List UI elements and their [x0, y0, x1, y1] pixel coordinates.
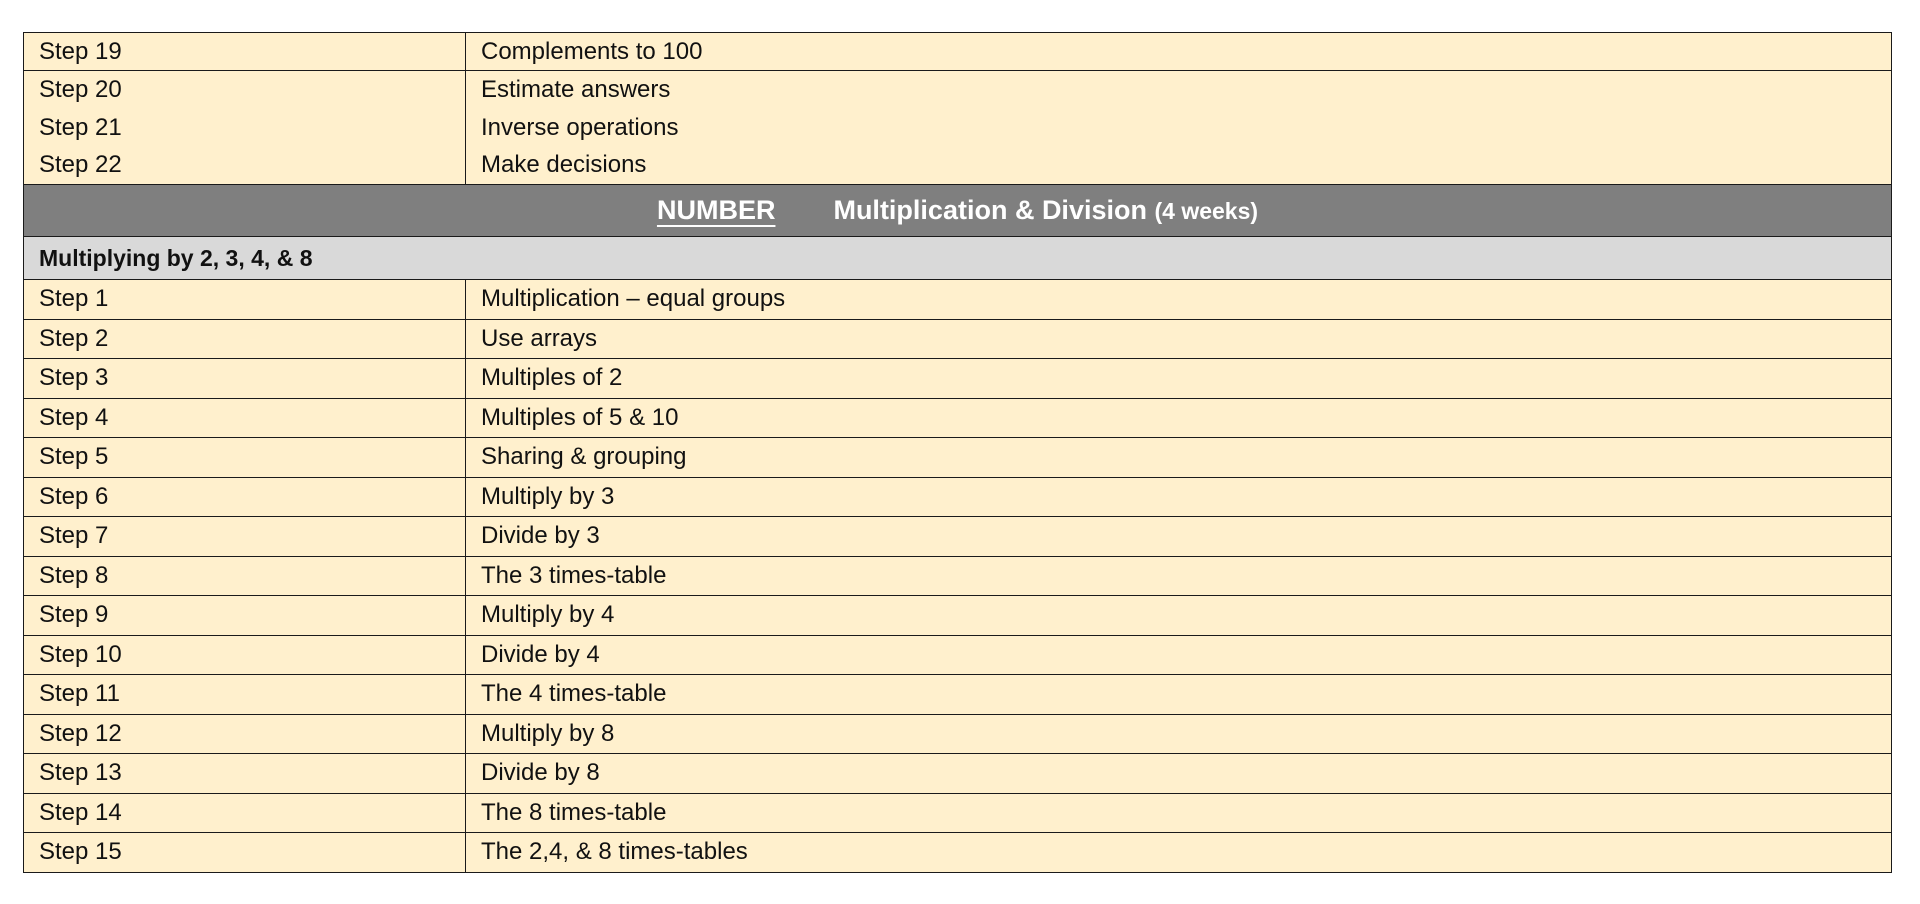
step-number: Step 19 — [24, 33, 466, 71]
step-number: Step 14 — [24, 793, 466, 833]
step-title: Multiples of 5 & 10 — [466, 398, 1892, 438]
table-row — [24, 793, 1892, 833]
step-number: Step 21 — [24, 109, 466, 147]
table-row — [24, 556, 1892, 596]
table-row — [24, 147, 1892, 185]
section-topic: Multiplication & Division — [833, 195, 1147, 225]
step-number: Step 4 — [24, 398, 466, 438]
table-row — [24, 319, 1892, 359]
step-number: Step 7 — [24, 517, 466, 557]
step-number: Step 15 — [24, 833, 466, 873]
step-number: Step 2 — [24, 319, 466, 359]
step-title: Multiply by 4 — [466, 596, 1892, 636]
step-title: Multiples of 2 — [466, 359, 1892, 399]
table-row — [24, 359, 1892, 399]
step-number: Step 10 — [24, 635, 466, 675]
table-row — [24, 714, 1892, 754]
scheme-of-learning-table — [23, 32, 1891, 873]
table-row — [24, 675, 1892, 715]
step-title: The 4 times-table — [466, 675, 1892, 715]
step-number: Step 12 — [24, 714, 466, 754]
step-number: Step 3 — [24, 359, 466, 399]
step-number: Step 8 — [24, 556, 466, 596]
subsection-header — [24, 237, 1892, 280]
step-number: Step 13 — [24, 754, 466, 794]
table-row — [24, 33, 1892, 71]
table-row — [24, 635, 1892, 675]
table-row — [24, 398, 1892, 438]
step-title: Divide by 4 — [466, 635, 1892, 675]
step-title: The 3 times-table — [466, 556, 1892, 596]
table-row — [24, 71, 1892, 109]
step-title: The 8 times-table — [466, 793, 1892, 833]
step-number: Step 22 — [24, 147, 466, 185]
table-row — [24, 596, 1892, 636]
steps-table — [23, 32, 1892, 873]
step-title: Complements to 100 — [466, 33, 1892, 71]
step-number: Step 11 — [24, 675, 466, 715]
section-category: NUMBER — [656, 195, 776, 225]
table-row — [24, 438, 1892, 478]
table-row — [24, 833, 1892, 873]
subsection-title: Multiplying by 2, 3, 4, & 8 — [24, 237, 1892, 280]
step-title: Use arrays — [466, 319, 1892, 359]
step-title: Estimate answers — [466, 71, 1892, 109]
step-title: The 2,4, & 8 times-tables — [466, 833, 1892, 873]
step-number: Step 9 — [24, 596, 466, 636]
step-title: Make decisions — [466, 147, 1892, 185]
table-row — [24, 754, 1892, 794]
section-header — [24, 185, 1892, 237]
step-title: Inverse operations — [466, 109, 1892, 147]
step-title: Multiply by 3 — [466, 477, 1892, 517]
step-title: Divide by 3 — [466, 517, 1892, 557]
table-row — [24, 280, 1892, 320]
step-title: Multiplication – equal groups — [466, 280, 1892, 320]
step-number: Step 20 — [24, 71, 466, 109]
table-row — [24, 477, 1892, 517]
step-number: Step 1 — [24, 280, 466, 320]
step-number: Step 6 — [24, 477, 466, 517]
step-title: Multiply by 8 — [466, 714, 1892, 754]
step-title: Divide by 8 — [466, 754, 1892, 794]
section-duration: (4 weeks) — [1154, 198, 1259, 224]
step-title: Sharing & grouping — [466, 438, 1892, 478]
table-row — [24, 109, 1892, 147]
table-row — [24, 517, 1892, 557]
step-number: Step 5 — [24, 438, 466, 478]
